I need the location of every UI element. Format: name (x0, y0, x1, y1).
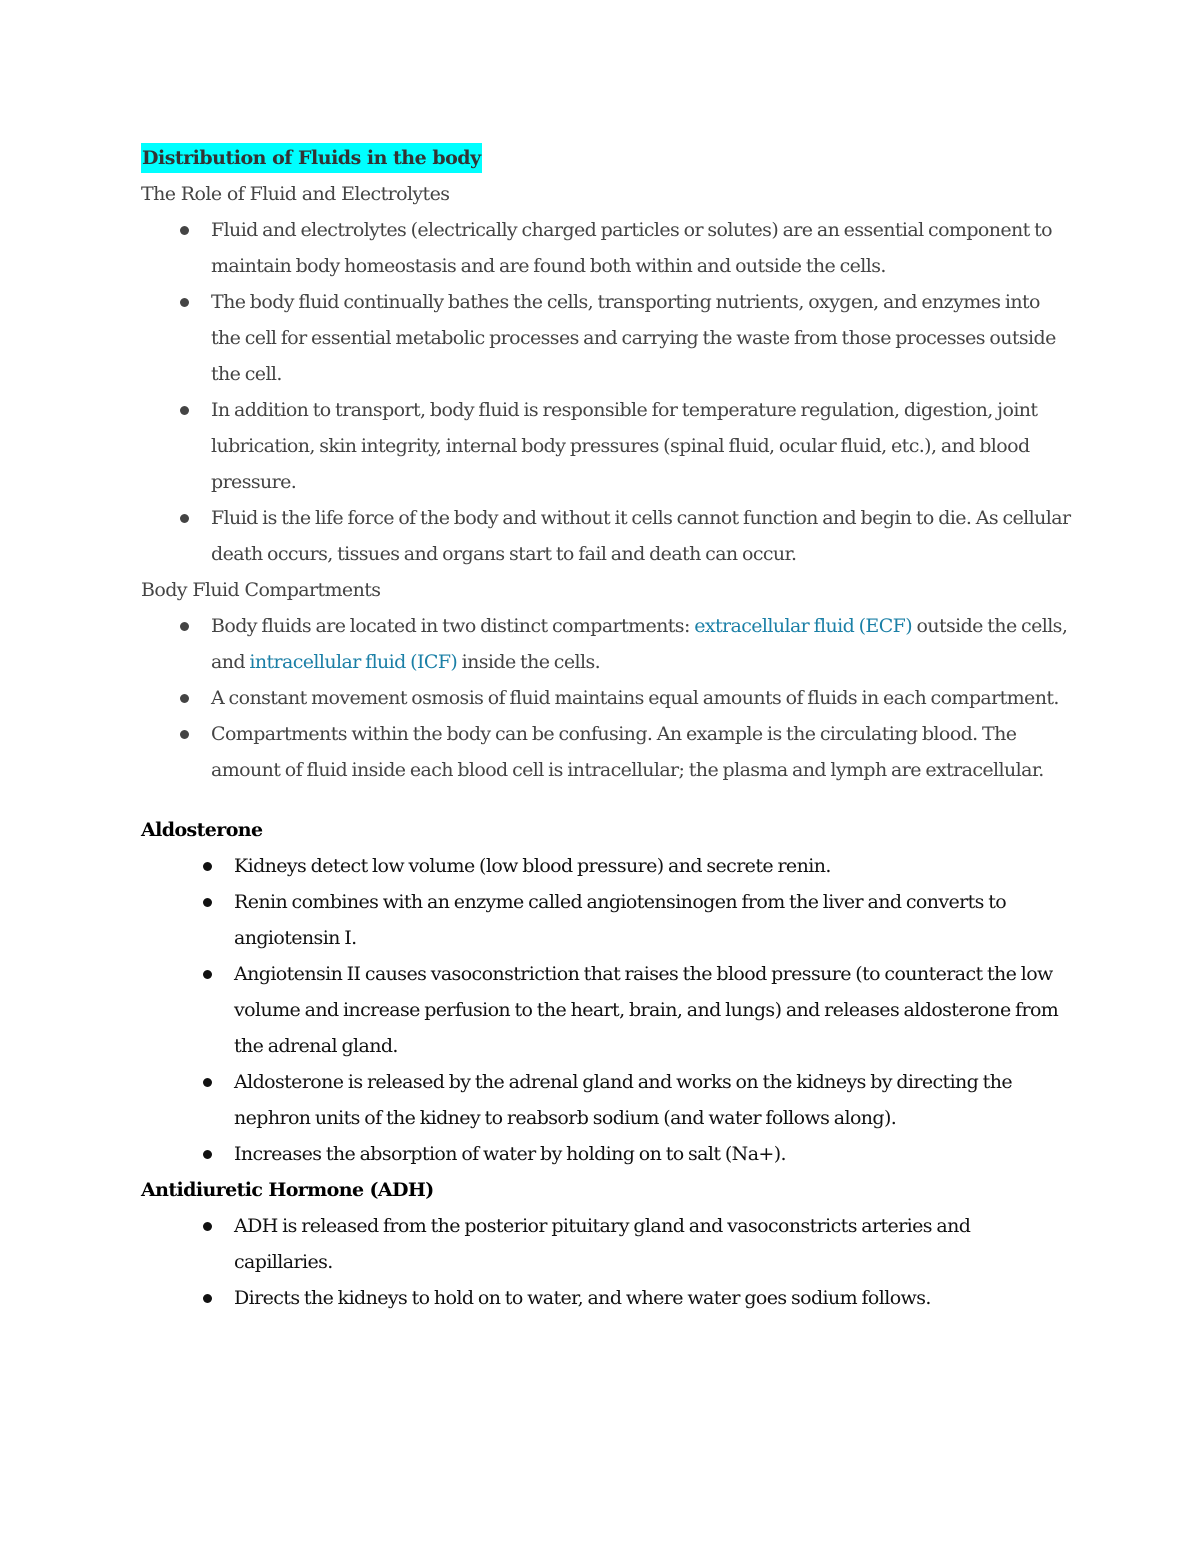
bullet-icon (203, 970, 212, 979)
bullet-icon (180, 730, 189, 739)
list-item-text: Directs the kidneys to hold on to water, and where water goes sodium follows. (234, 1287, 931, 1309)
list-item-text: Angiotensin II causes vasoconstriction that raises the blood pressure (to counteract the low volume and increase perfusion to the heart, brain, and lungs) and releases aldosterone from the adrenal gland. (234, 963, 1059, 1057)
list-item-text: Body fluids are located in two distinct compartments: (211, 615, 695, 637)
list-item (141, 500, 1071, 572)
aldosterone-bullet-list (141, 848, 1071, 1172)
list-item (141, 392, 1071, 500)
blank-line (141, 788, 1071, 812)
section-heading-compartments: Body Fluid Compartments (141, 579, 381, 601)
role-bullet-list (141, 212, 1071, 572)
bullet-icon (180, 298, 189, 307)
bullet-icon (203, 1078, 212, 1087)
list-item (141, 1136, 1071, 1172)
bullet-icon (203, 1150, 212, 1159)
section-heading-aldosterone: Aldosterone (141, 819, 263, 841)
bullet-icon (203, 898, 212, 907)
section-heading-role: The Role of Fluid and Electrolytes (141, 183, 450, 205)
list-item (141, 212, 1071, 284)
bullet-icon (203, 1294, 212, 1303)
list-item-text: inside the cells. (457, 651, 601, 673)
bullet-icon (180, 406, 189, 415)
ecf-link[interactable]: extracellular fluid (ECF) (694, 615, 913, 637)
list-item (141, 284, 1071, 392)
list-item-text: Compartments within the body can be confusing. An example is the circulating blood. The amount of fluid inside each blood cell is intracellular; the plasma and lymph are extracellular. (211, 723, 1044, 781)
list-item (141, 1208, 1071, 1280)
document-page (141, 141, 1071, 1316)
list-item (141, 1064, 1071, 1136)
compartments-bullet-list (141, 608, 1071, 788)
bullet-icon (203, 862, 212, 871)
list-item-text: The body fluid continually bathes the cells, transporting nutrients, oxygen, and enzymes into the cell for essential metabolic processes and carrying the waste from those processes outside the cell. (211, 291, 1056, 385)
list-item-text: Fluid and electrolytes (electrically charged particles or solutes) are an essential component to maintain body homeostasis and are found both within and outside the cells. (211, 219, 1053, 277)
list-item (141, 608, 1071, 680)
list-item (141, 884, 1071, 956)
list-item-text: Kidneys detect low volume (low blood pressure) and secrete renin. (234, 855, 831, 877)
list-item-text: Aldosterone is released by the adrenal gland and works on the kidneys by directing the nephron units of the kidney to reabsorb sodium (and water follows along). (234, 1071, 1012, 1129)
list-item (141, 680, 1071, 716)
list-item-text: outside the cells, and (211, 615, 1068, 673)
list-item-text: Increases the absorption of water by holding on to salt (Na+). (234, 1143, 786, 1165)
bullet-icon (180, 514, 189, 523)
bullet-icon (180, 226, 189, 235)
list-item (141, 956, 1071, 1064)
bullet-icon (203, 1222, 212, 1231)
list-item-text: ADH is released from the posterior pituitary gland and vasoconstricts arteries and capillaries. (234, 1215, 971, 1273)
list-item (141, 716, 1071, 788)
document-title: Distribution of Fluids in the body (141, 143, 482, 173)
icf-link[interactable]: intracellular fluid (ICF) (249, 651, 458, 673)
list-item-text: A constant movement osmosis of fluid maintains equal amounts of fluids in each compartment. (211, 687, 1059, 709)
adh-bullet-list (141, 1208, 1071, 1316)
section-heading-adh: Antidiuretic Hormone (ADH) (141, 1179, 434, 1201)
list-item-text: Fluid is the life force of the body and without it cells cannot function and begin to die. As cellular death occurs, tissues and organs start to fail and death can occur. (211, 507, 1071, 565)
list-item (141, 1280, 1071, 1316)
bullet-icon (180, 694, 189, 703)
bullet-icon (180, 622, 189, 631)
list-item (141, 848, 1071, 884)
list-item-text: In addition to transport, body fluid is responsible for temperature regulation, digestion, joint lubrication, skin integrity, internal body pressures (spinal fluid, ocular fluid, etc.), and blood pressure. (211, 399, 1038, 493)
list-item-text: Renin combines with an enzyme called angiotensinogen from the liver and converts to angiotensin I. (234, 891, 1007, 949)
title-row (141, 141, 1071, 176)
